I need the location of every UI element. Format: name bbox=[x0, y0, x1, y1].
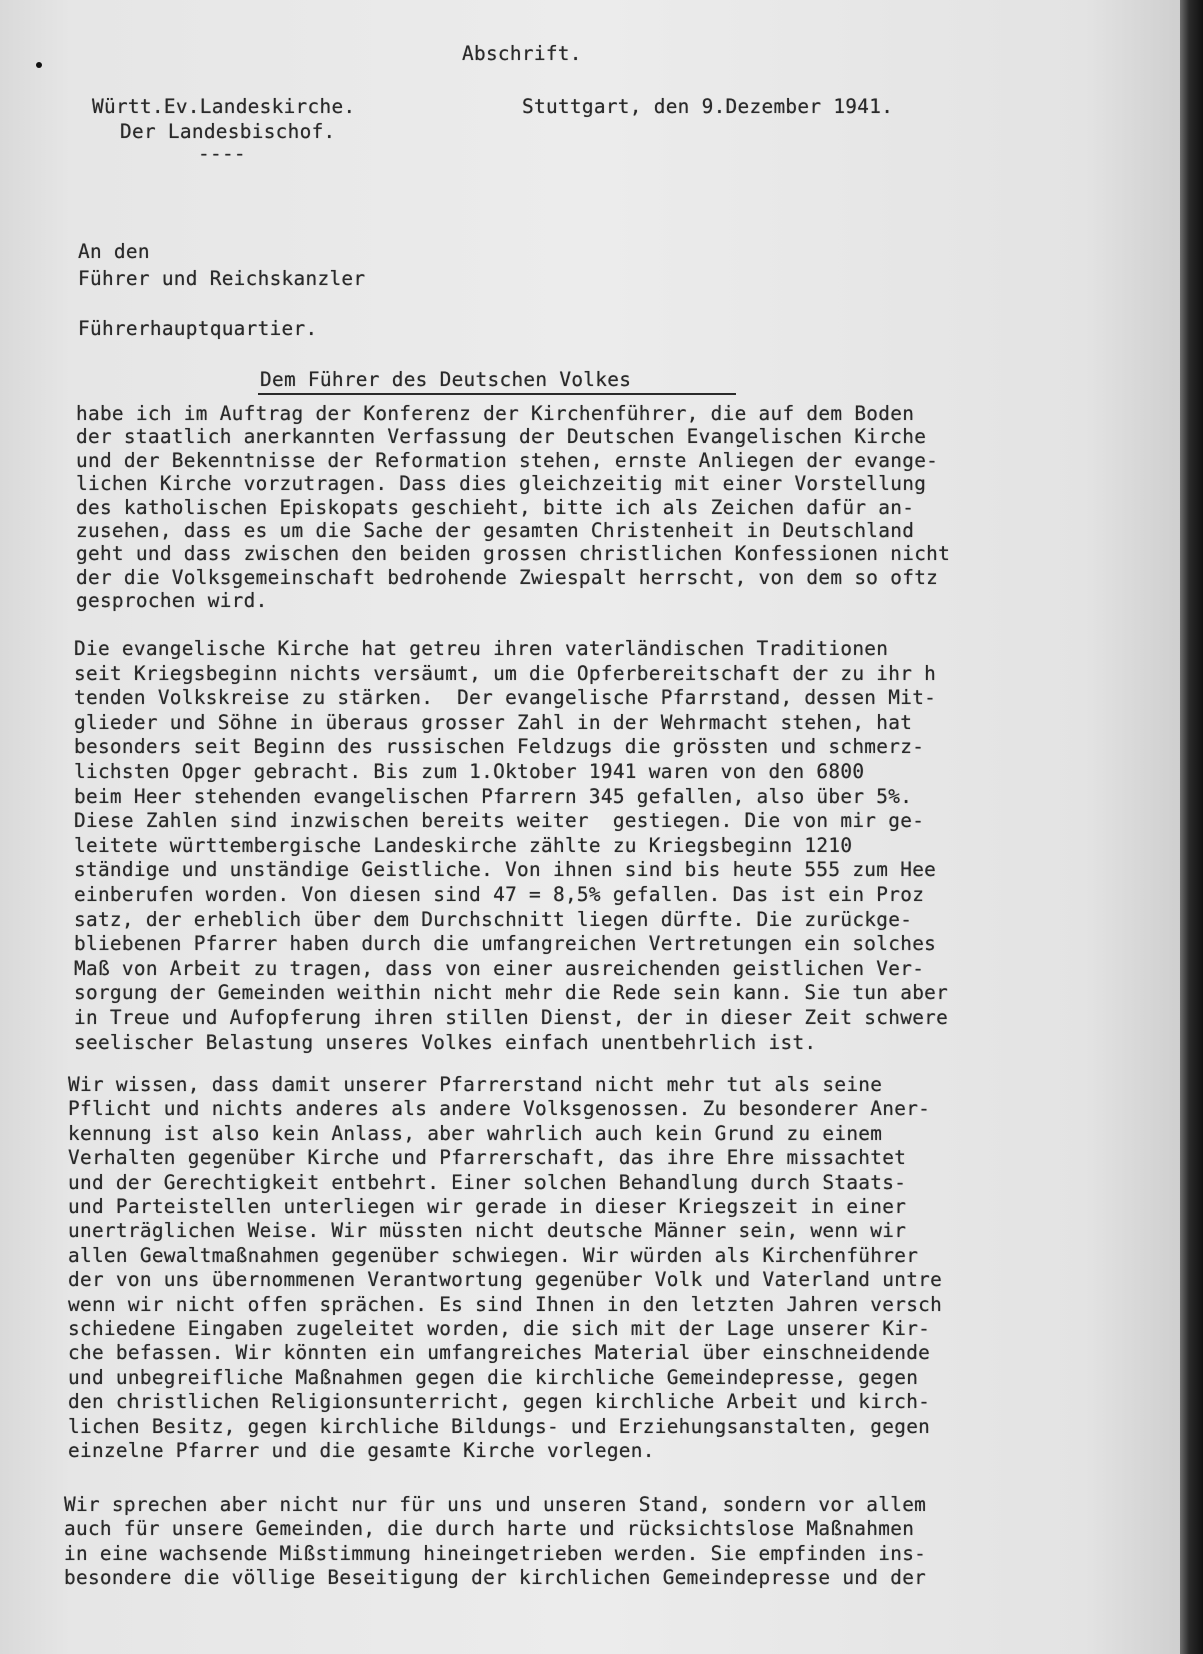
copy-label: Abschrift. bbox=[462, 42, 582, 65]
text-line: satz, der erheblich über dem Durchschnitt liegen dürfte. Die zurückge- bbox=[74, 907, 913, 931]
text-line: und Parteistellen unterliegen wir gerade in dieser Kriegszeit in einer bbox=[68, 1195, 907, 1218]
text-line: in Treue und Aufopferung ihren stillen Dienst, der in dieser Zeit schwere bbox=[74, 1006, 949, 1029]
recipient-line-3: Führerhauptquartier. bbox=[78, 317, 318, 340]
text-line: den christlichen Religionsunterricht, gegen kirchliche Arbeit und kirch- bbox=[68, 1390, 931, 1414]
text-line: und unbegreifliche Maßnahmen gegen die kirchliche Gemeindepresse, gegen bbox=[68, 1365, 919, 1389]
text-line: lichen Besitz, gegen kirchliche Bildungs- und Erziehungsanstalten, gegen bbox=[68, 1414, 931, 1438]
text-line: einberufen worden. Von diesen sind 47 = 8,5% gefallen. Das ist ein Proz bbox=[74, 883, 925, 906]
place-date: Stuttgart, den 9.Dezember 1941. bbox=[522, 95, 894, 118]
text-line: Verhalten gegenüber Kirche und Pfarrerschaft, das ihre Ehre missachtet bbox=[68, 1146, 907, 1170]
recipient-line-1: An den bbox=[78, 240, 150, 263]
text-line: glieder und Söhne in überaus grosser Zahl in der Wehrmacht stehen, hat bbox=[74, 710, 913, 734]
sender-line-1: Württ.Ev.Landeskirche. bbox=[92, 95, 356, 118]
text-line: Die evangelische Kirche hat getreu ihren vaterländischen Traditionen bbox=[74, 637, 889, 660]
text-line: gesprochen wird. bbox=[76, 589, 268, 613]
text-line: der von uns übernommenen Verantwortung gegenüber Volk und Vaterland untre bbox=[68, 1268, 943, 1292]
text-line: in eine wachsende Mißstimmung hineingetrieben werden. Sie empfinden ins- bbox=[64, 1541, 927, 1565]
text-line: tenden Volkskreise zu stärken. Der evangelische Pfarrstand, dessen Mit- bbox=[74, 686, 937, 710]
text-line: lichen Kirche vorzutragen. Dass dies gleichzeitig mit einer Vorstellung bbox=[76, 472, 927, 496]
text-line: habe ich im Auftrag der Konferenz der Kirchenführer, die auf dem Boden bbox=[76, 402, 915, 425]
text-line: kennung ist also kein Anlass, aber wahrlich auch kein Grund zu einem bbox=[68, 1121, 883, 1145]
salutation: Dem Führer des Deutschen Volkes bbox=[260, 368, 632, 391]
sender-rule: ---- bbox=[198, 142, 246, 165]
page-edge-shadow bbox=[1180, 0, 1203, 1654]
text-line: unerträglichen Weise. Wir müssten nicht deutsche Männer sein, wenn wir bbox=[68, 1219, 907, 1243]
text-line: zusehen, dass es um die Sache der gesamten Christenheit in Deutschland bbox=[76, 519, 915, 542]
text-line: einzelne Pfarrer und die gesamte Kirche vorlegen. bbox=[68, 1439, 655, 1462]
punch-hole-mark bbox=[36, 62, 42, 68]
text-line: besonders seit Beginn des russischen Feldzugs die grössten und schmerz- bbox=[74, 735, 925, 759]
text-line: seit Kriegsbeginn nichts versäumt, um die Opferbereitschaft der zu ihr h bbox=[74, 661, 937, 685]
text-line: des katholischen Episkopats geschieht, bitte ich als Zeichen dafür an- bbox=[76, 495, 915, 519]
salutation-underline bbox=[258, 393, 736, 395]
text-line: und der Gerechtigkeit entbehrt. Einer solchen Behandlung durch Staats- bbox=[68, 1170, 907, 1194]
text-line: wenn wir nicht offen sprächen. Es sind Ihnen in den letzten Jahren versch bbox=[68, 1292, 943, 1316]
text-line: Maß von Arbeit zu tragen, dass von einer ausreichenden geistlichen Ver- bbox=[74, 956, 925, 980]
text-line: lichsten Opger gebracht. Bis zum 1.Oktober 1941 waren von den 6800 bbox=[74, 760, 865, 783]
text-line: Pflicht und nichts anderes als andere Volksgenossen. Zu besonderer Aner- bbox=[68, 1097, 931, 1121]
text-line: beim Heer stehenden evangelischen Pfarrern 345 gefallen, also über 5%. bbox=[74, 784, 913, 808]
text-line: geht und dass zwischen den beiden grossen christlichen Konfessionen nicht bbox=[76, 542, 951, 566]
text-line: der die Volksgemeinschaft bedrohende Zwiespalt herrscht, von dem so oftz bbox=[76, 565, 939, 589]
text-line: sorgung der Gemeinden weithin nicht mehr die Rede sein kann. Sie tun aber bbox=[74, 981, 949, 1005]
text-line: bliebenen Pfarrer haben durch die umfangreichen Vertretungen ein solches bbox=[74, 932, 937, 956]
text-line: che befassen. Wir könnten ein umfangreiches Material über einschneidende bbox=[68, 1341, 931, 1365]
text-line: und der Bekenntnisse der Reformation stehen, ernste Anliegen der evange- bbox=[76, 448, 939, 472]
text-line: Wir sprechen aber nicht nur für uns und unseren Stand, sondern vor allem bbox=[64, 1493, 927, 1516]
recipient-line-2: Führer und Reichskanzler bbox=[78, 267, 366, 290]
sender-line-2: Der Landesbischof. bbox=[120, 120, 336, 143]
text-line: seelischer Belastung unseres Volkes einfach unentbehrlich ist. bbox=[74, 1030, 817, 1054]
text-line: der staatlich anerkannten Verfassung der Deutschen Evangelischen Kirche bbox=[76, 425, 927, 449]
text-line: leitete württembergische Landeskirche zählte zu Kriegsbeginn 1210 bbox=[74, 833, 853, 857]
text-line: besondere die völlige Beseitigung der kirchlichen Gemeindepresse und der bbox=[64, 1566, 927, 1590]
text-line: schiedene Eingaben zugeleitet worden, die sich mit der Lage unserer Kir- bbox=[68, 1317, 931, 1340]
text-line: Diese Zahlen sind inzwischen bereits weiter gestiegen. Die von mir ge- bbox=[74, 809, 925, 833]
text-line: Wir wissen, dass damit unserer Pfarrerstand nicht mehr tut als seine bbox=[68, 1073, 883, 1096]
text-line: ständige und unständige Geistliche. Von ihnen sind bis heute 555 zum Hee bbox=[74, 858, 937, 882]
text-line: auch für unsere Gemeinden, die durch harte und rücksichtslose Maßnahmen bbox=[64, 1517, 915, 1541]
text-line: allen Gewaltmaßnahmen gegenüber schwiegen. Wir würden als Kirchenführer bbox=[68, 1243, 919, 1267]
